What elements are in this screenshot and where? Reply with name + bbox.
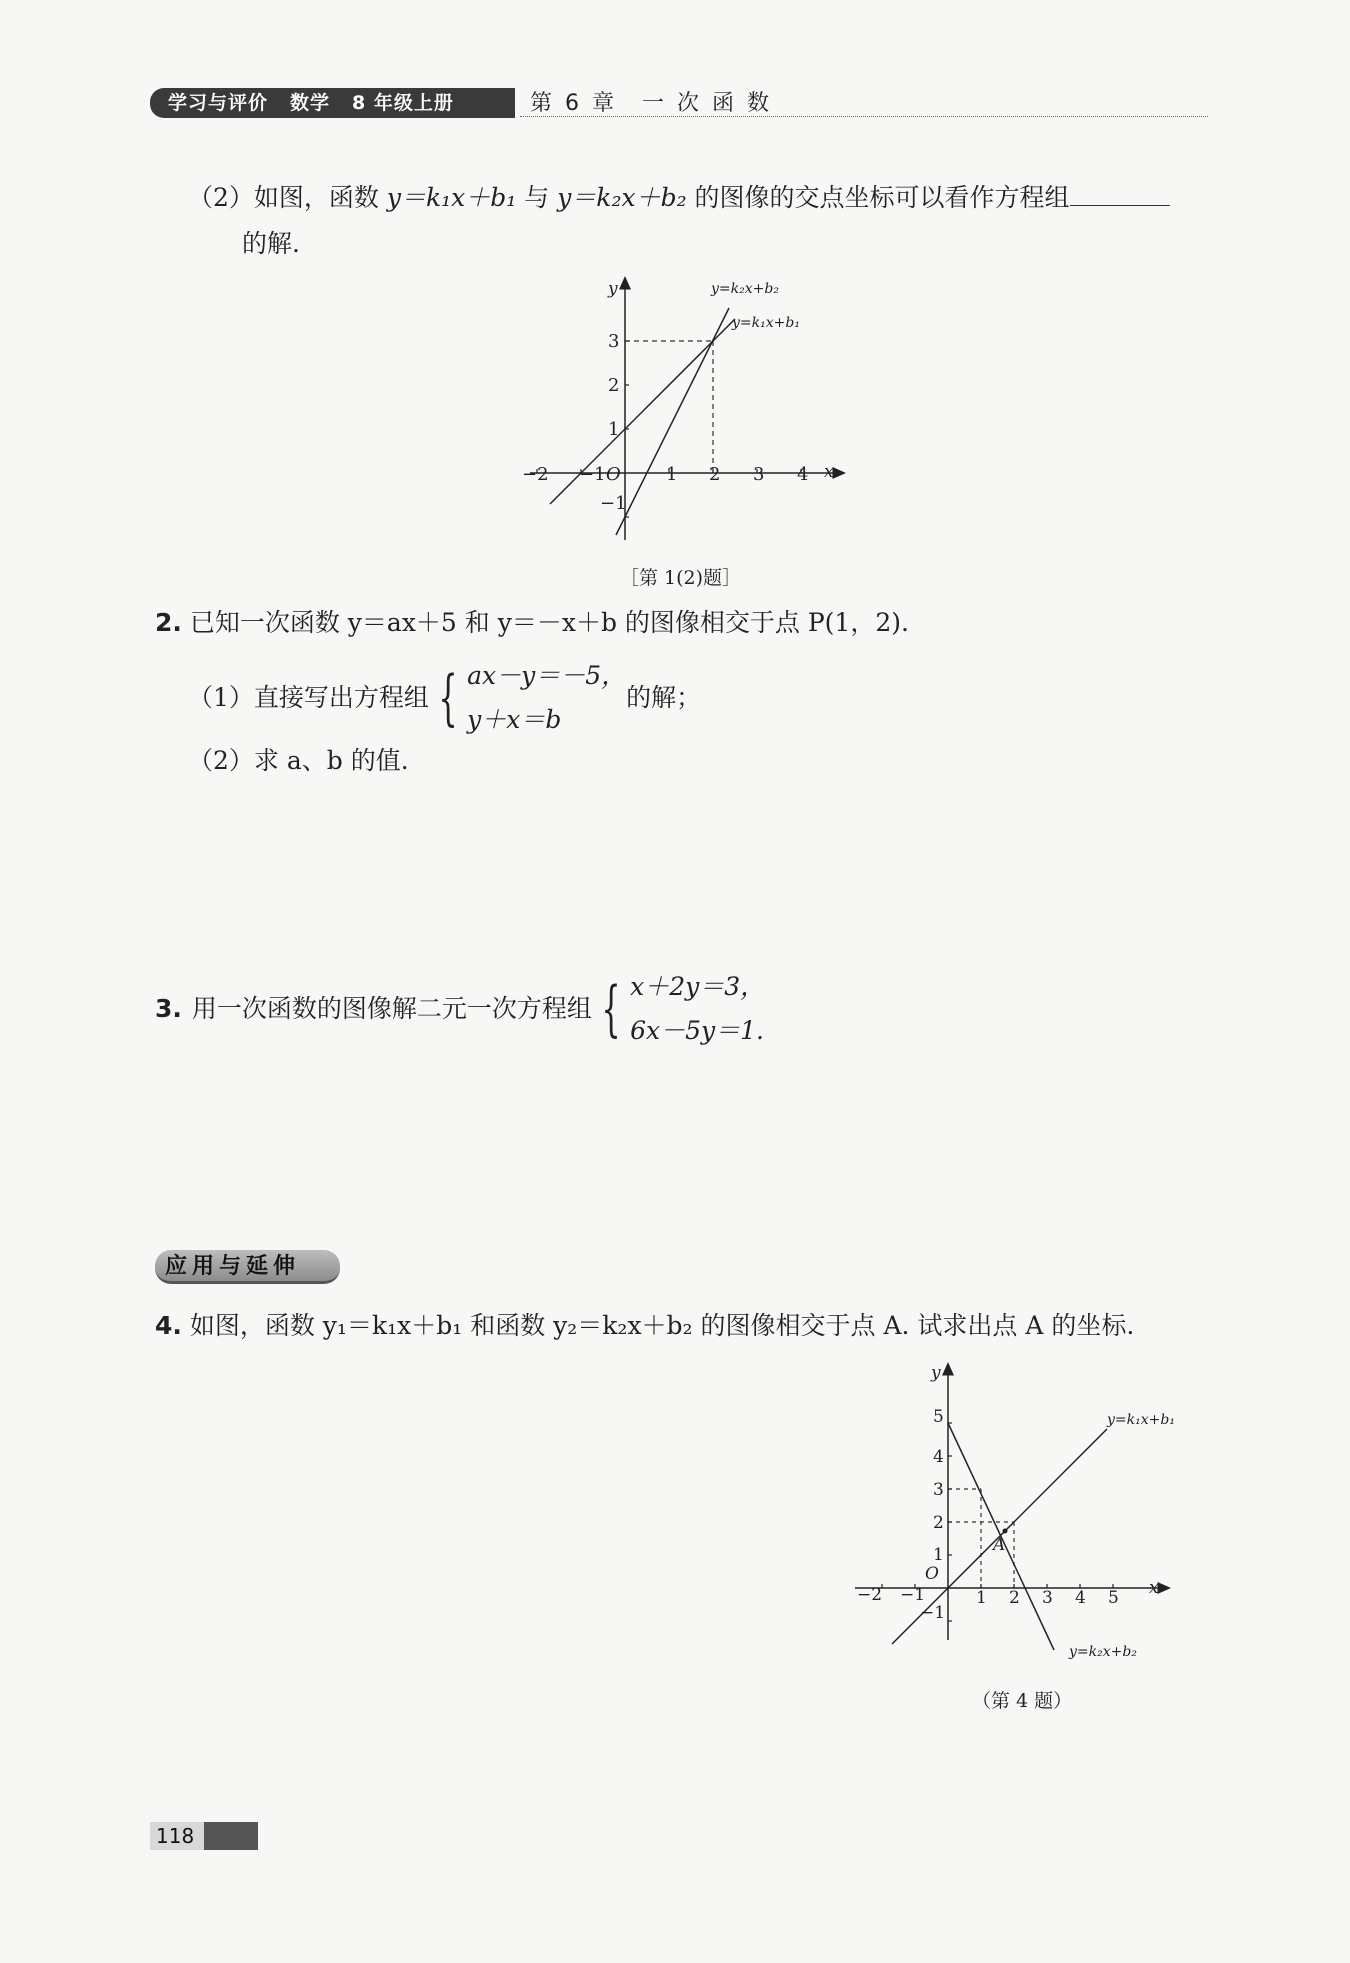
q3-eq-2: 6x－5y＝1. [630, 1016, 764, 1045]
tick-y-5: 5 [933, 1407, 944, 1427]
tick-y-4: 4 [933, 1447, 944, 1467]
tick-x-m1: −1 [579, 464, 606, 485]
point-a-label: A [993, 1535, 1006, 1555]
q4-text: 如图，函数 y₁＝k₁x＋b₁ 和函数 y₂＝k₂x＋b₂ 的图像相交于点 A. 试求出点 A 的坐标. [189, 1311, 1135, 1340]
tick-x-4: 4 [1075, 1588, 1086, 1608]
q1-2-text-a: 如图，函数 [253, 183, 387, 212]
tick-x-3: 3 [1042, 1588, 1053, 1608]
tick-y-2: 2 [608, 375, 620, 396]
question-3 [155, 965, 765, 1053]
q1-2-f2: y＝k₂x＋b₂ [557, 183, 687, 212]
answer-blank[interactable] [1070, 183, 1170, 206]
book-subject: 数学 [290, 92, 331, 114]
tick-x-2: 2 [1009, 1588, 1020, 1608]
question-4 [155, 1308, 1134, 1344]
tick-x-1: 1 [976, 1588, 987, 1608]
q3-number: 3. [155, 994, 182, 1023]
q1-2-text-c: 的解. [242, 229, 300, 258]
q2-part-2 [188, 743, 409, 779]
tick-y-3: 3 [608, 331, 620, 352]
origin-label: O [925, 1564, 939, 1584]
line-k2-label: y=k₂x+b₂ [711, 281, 779, 297]
tick-x-m2: −2 [522, 464, 549, 485]
y-axis-label: y [608, 279, 618, 299]
tick-x-m2: −2 [857, 1585, 883, 1605]
q2-eq-2: y＋x＝b [467, 705, 562, 734]
section-title: 应用与延伸 [155, 1250, 340, 1284]
tick-x-5: 5 [1108, 1588, 1119, 1608]
header-divider [520, 116, 1208, 117]
x-axis-label: x [824, 462, 834, 482]
line-k1 [550, 319, 735, 504]
tick-x-2: 2 [709, 464, 721, 485]
q3-eq-1: x＋2y＝3， [630, 972, 766, 1001]
tick-y-m1: −1 [920, 1603, 946, 1623]
question-2 [155, 605, 909, 641]
q2-system [467, 654, 626, 742]
tick-y-2: 2 [933, 1513, 944, 1533]
tick-x-1: 1 [666, 464, 678, 485]
q2-eq-1: ax－y＝－5， [467, 661, 627, 690]
tick-y-1: 1 [608, 419, 620, 440]
book-header [150, 88, 515, 118]
caption-q1-2: ［第 1(2)题］ [620, 567, 742, 589]
q1-2-f1: y＝k₁x＋b₁ [386, 183, 517, 212]
brace-symbol: { [438, 663, 458, 733]
question-1-2 [188, 180, 1208, 216]
q4-number: 4. [155, 1311, 182, 1340]
graph-q4 [845, 1360, 1205, 1670]
book-grade: 8 年级上册 [352, 92, 454, 114]
q3-text: 用一次函数的图像解二元一次方程组 [191, 994, 592, 1023]
brace-symbol: { [601, 974, 621, 1044]
tick-y-1: 1 [933, 1545, 944, 1565]
line-k1-label: y=k₁x+b₁ [732, 315, 800, 331]
q2-p1-pre: 直接写出方程组 [253, 683, 429, 712]
book-title: 学习与评价 [168, 92, 269, 114]
q2-number: 2. [155, 608, 182, 637]
page-number: 118 [150, 1822, 258, 1850]
tick-x-3: 3 [753, 464, 765, 485]
x-axis-label: x [1149, 1578, 1159, 1598]
point-a [1003, 1529, 1008, 1534]
q2-p1-post: 的解； [626, 683, 702, 712]
q1-2-text-b: 的图像的交点坐标可以看作方程组 [686, 183, 1070, 212]
q2-text: 已知一次函数 y＝ax＋5 和 y＝－x＋b 的图像相交于点 P(1，2). [189, 608, 909, 637]
q2-p1-label: （1） [188, 683, 254, 712]
q2-p2-text: 求 a、b 的值. [253, 746, 409, 775]
q1-2-mid: 与 [516, 183, 558, 212]
caption-q4: （第 4 题） [972, 1690, 1073, 1712]
tick-x-4: 4 [797, 464, 809, 485]
q2-part-1 [188, 654, 701, 742]
graph-q1-2 [500, 270, 860, 550]
line-k2-label: y=k₂x+b₂ [1069, 1644, 1137, 1660]
line-k1-label: y=k₁x+b₁ [1107, 1412, 1175, 1428]
q1-2-label: （2） [188, 183, 254, 212]
tick-x-m1: −1 [900, 1585, 926, 1605]
tick-y-m1: −1 [600, 493, 627, 514]
chapter-title: 第 6 章 一 次 函 数 [530, 91, 772, 116]
origin-label: O [606, 464, 621, 485]
q2-p2-label: （2） [188, 746, 254, 775]
y-axis-label: y [931, 1363, 941, 1383]
tick-y-3: 3 [933, 1480, 944, 1500]
q3-system [630, 965, 765, 1053]
